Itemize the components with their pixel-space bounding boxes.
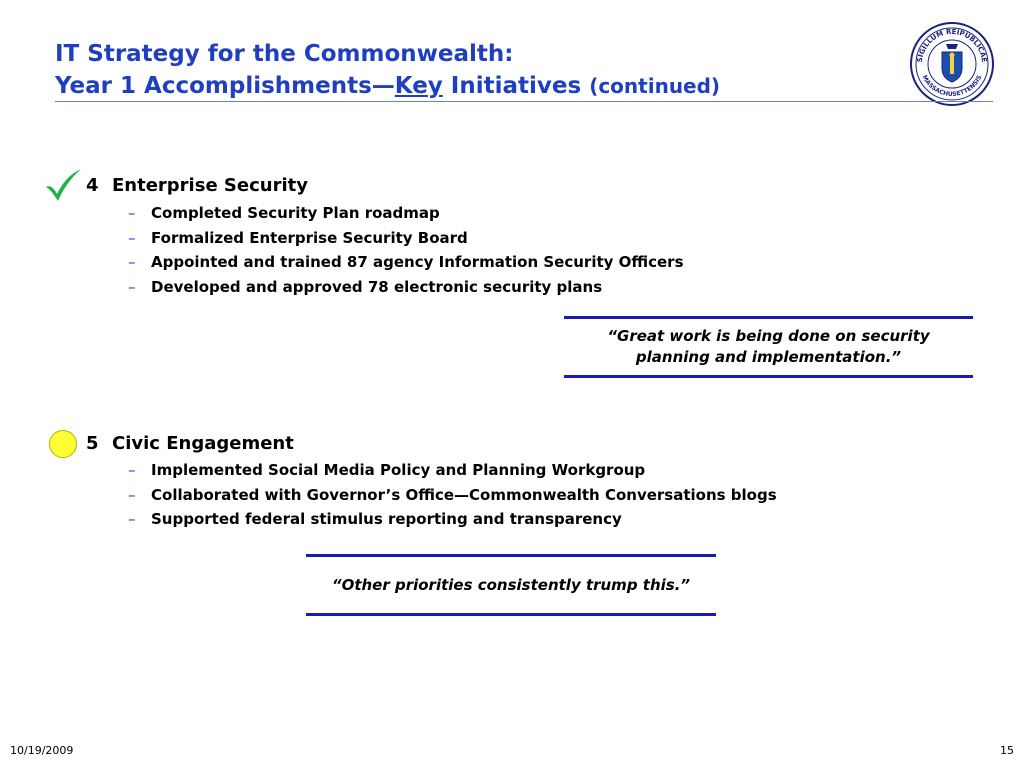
seal-text-top: SIGILLUM REIPUBLICAE <box>915 27 989 63</box>
list-item: – Implemented Social Media Policy and Planning Workgroup <box>128 461 646 479</box>
list-item: – Appointed and trained 87 agency Information Security Officers <box>128 253 684 271</box>
yellow-circle-icon <box>49 430 77 458</box>
bullet-list-civic-engagement <box>128 458 777 532</box>
quote-box-civic <box>306 554 716 616</box>
quote-line: “Other priorities consistently trump this.” <box>331 575 691 594</box>
section-heading-enterprise-security <box>86 175 308 196</box>
title-key-word: Key <box>394 73 443 99</box>
section-heading-civic-engagement <box>86 433 294 454</box>
massachusetts-seal-icon <box>910 22 994 106</box>
list-item: – Supported federal stimulus reporting and transparency <box>128 510 622 528</box>
list-item: – Formalized Enterprise Security Board <box>128 228 468 247</box>
seal-text-bottom: MASSACHUSETTENSIS <box>920 74 984 99</box>
title-line-1: IT Strategy for the Commonwealth: <box>55 41 514 67</box>
footer-date: 10/19/2009 <box>10 744 74 757</box>
checkmark-icon <box>44 168 82 202</box>
quote-box-security <box>564 316 973 378</box>
section-title: Enterprise Security <box>112 175 308 196</box>
bullet-list-enterprise-security <box>128 201 684 299</box>
quote-line: planning and implementation.” <box>635 348 902 366</box>
section-number: 4 <box>86 175 99 196</box>
quote-line: “Great work is being done on security <box>607 327 930 345</box>
title-divider <box>55 101 993 102</box>
slide-title <box>55 38 720 102</box>
title-continued: (continued) <box>589 74 721 98</box>
section-title: Civic Engagement <box>112 433 294 454</box>
section-number: 5 <box>86 433 99 454</box>
title-line-2: Year 1 Accomplishments—Key Initiatives (continued) <box>55 73 721 99</box>
list-item: – Developed and approved 78 electronic security plans <box>128 277 603 296</box>
page-number: 15 <box>1000 744 1014 757</box>
list-item: – Collaborated with Governor’s Office—Commonwealth Conversations blogs <box>128 485 777 504</box>
list-item: – Completed Security Plan roadmap <box>128 204 440 222</box>
